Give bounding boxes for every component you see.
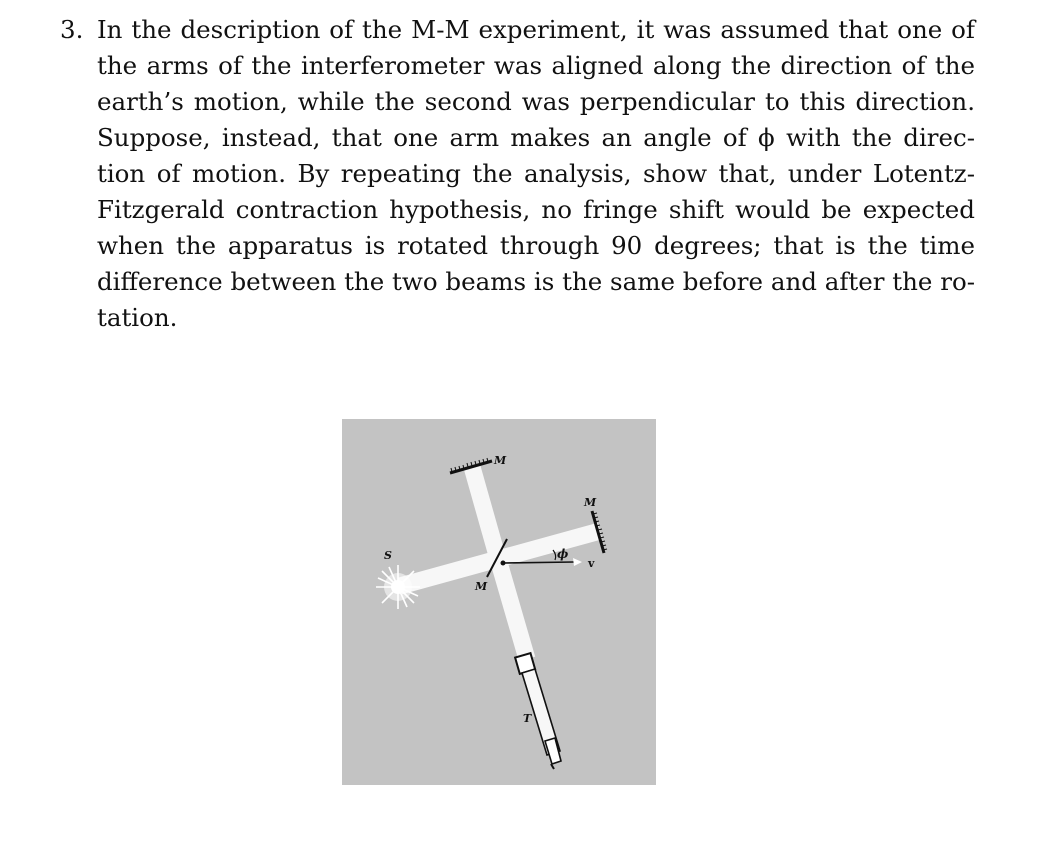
label-velocity: v: [588, 557, 595, 570]
problem-number: 3.: [60, 15, 84, 44]
problem-line-7: when the apparatus is rotated through 90 degrees; that is the time: [97, 231, 975, 260]
velocity-arrow: [503, 562, 574, 563]
problem-line-6: Fitzgerald contraction hypothesis, no fringe shift would be expected: [97, 195, 975, 224]
label-mirror-top: M: [494, 454, 507, 467]
label-source: S: [384, 549, 392, 562]
beam-right-arm: [498, 531, 600, 559]
light-source-icon: [376, 565, 420, 609]
interferometer-figure: [342, 419, 656, 785]
problem-line-5: tion of motion. By repeating the analysis, show that, under Lotentz-: [97, 159, 975, 188]
label-beam-splitter: M: [475, 580, 488, 593]
interferometer-diagram: [342, 419, 656, 785]
problem-line-9: tation.: [97, 303, 178, 332]
problem-statement: [97, 12, 975, 336]
beam-bottom-arm: [498, 559, 527, 659]
telescope-icon: [515, 653, 561, 769]
problem-line-8: difference between the two beams is the same before and after the ro-: [97, 267, 975, 296]
problem-line-2: the arms of the interferometer was aligned along the direction of the: [97, 51, 975, 80]
problem-line-4: Suppose, instead, that one arm makes an angle of ϕ with the direc-: [97, 123, 975, 152]
label-angle: ϕ: [557, 547, 569, 561]
velocity-arrowhead-icon: [573, 558, 582, 566]
label-mirror-right: M: [584, 496, 597, 509]
problem-line-1: In the description of the M-M experiment, it was assumed that one of: [97, 15, 975, 44]
problem-line-3: earth’s motion, while the second was perpendicular to this direction.: [97, 87, 975, 116]
label-telescope: T: [523, 712, 532, 725]
beam-top-arm: [472, 467, 498, 559]
